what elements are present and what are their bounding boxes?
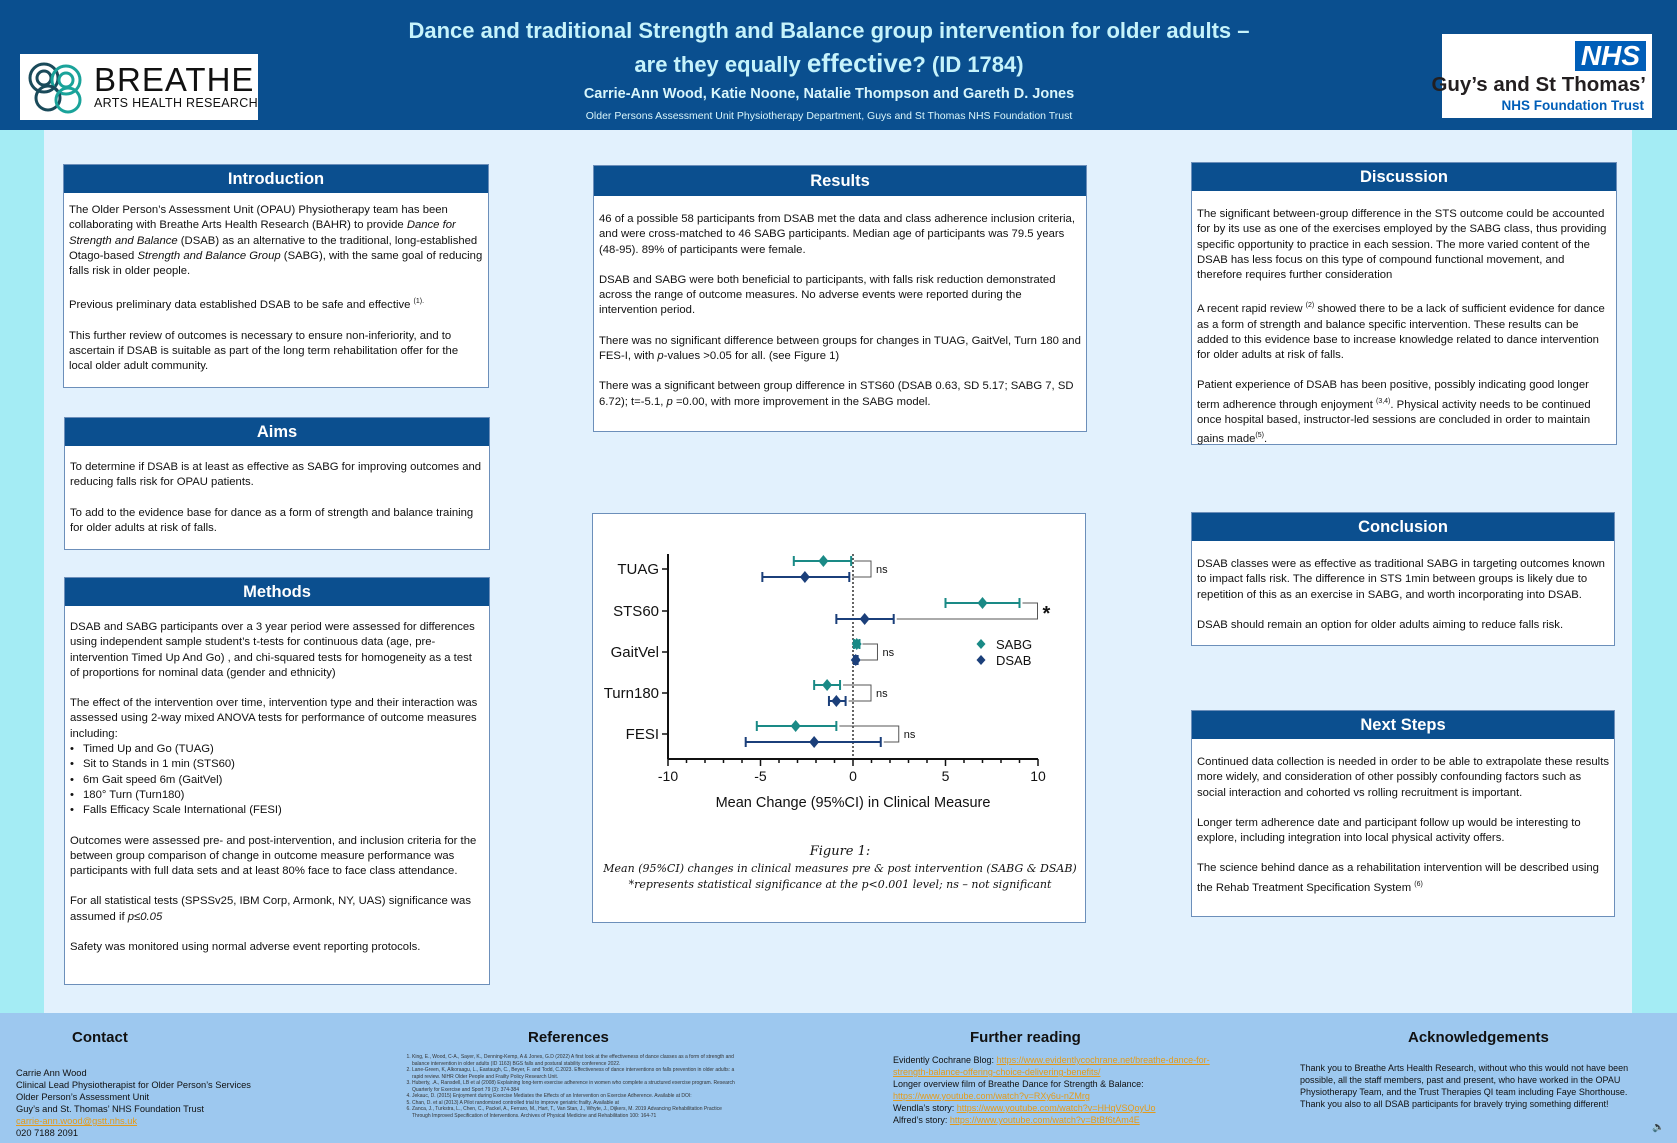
- significance-label: ns: [903, 729, 916, 741]
- overview-film-link[interactable]: https://www.youtube.com/watch?v=RXy6u-nZMrg: [893, 1091, 1090, 1101]
- conclusion-paragraph: DSAB should remain an option for older adults aiming to reduce falls risk.: [1197, 618, 1564, 631]
- significance-label: ns: [876, 688, 888, 700]
- results-text: =0.00, with more improvement in the SABG model.: [672, 395, 931, 408]
- results-paragraph: 46 of a possible 58 participants from DSAB met the data and class adherence inclusion criteria, and were cross-matched to 46 SABG participants. Median age of participants was 79.5 years (48-95). 89% of participants were female.: [599, 213, 1075, 256]
- poster-title: [300, 14, 1358, 81]
- methods-paragraph: DSAB and SABG participants over a 3 year period were assessed for differences using independent sample student’s t-tests for continuous data (age, pre-intervention Timed Up And Go) , and chi-squared tests for homogeneity as a test of proportions for nominal data (gender and ethnicity): [70, 621, 475, 679]
- list-item: • Falls Efficacy Scale International (FESI): [70, 803, 484, 818]
- title-line-2: [300, 47, 1358, 81]
- brain-icon: [20, 54, 94, 120]
- results-em: p: [666, 395, 673, 408]
- alfred-story-link[interactable]: https://www.youtube.com/watch?v=BtBf6tAm4E: [949, 1115, 1140, 1125]
- contact-line: Carrie Ann Wood: [16, 1068, 87, 1078]
- nhs-trust-name: Guy’s and St Thomas’: [1431, 73, 1646, 96]
- significance-label: *: [1042, 603, 1051, 625]
- contact-line: Clinical Lead Physiotherapist for Older Person’s Services: [16, 1080, 251, 1090]
- y-tick-label: STS60: [613, 603, 659, 620]
- results-text: There was no significant difference between groups for changes in TUAG, GaitVel, Turn 180 and FES-I, with: [599, 334, 1081, 363]
- results-paragraph: [599, 334, 1081, 365]
- link-label: Alfred’s story:: [893, 1115, 950, 1125]
- aims-paragraph: To add to the evidence base for dance as a form of strength and balance training for older adults at risk of falls.: [70, 506, 474, 534]
- introduction-paragraph: [69, 294, 483, 313]
- methods-em: p≤0.05: [127, 910, 163, 923]
- significance-label: ns: [876, 564, 888, 576]
- intro-text: (SABG), with the same goal of reducing falls risk in older people.: [69, 249, 483, 278]
- mean-point: [818, 555, 828, 567]
- contact-heading: Contact: [72, 1029, 128, 1046]
- title-line-1: Dance and traditional Strength and Balance group intervention for older adults –: [408, 18, 1250, 43]
- title-line-2-start: are they equally: [634, 52, 807, 77]
- list-item: • 6m Gait speed 6m (GaitVel): [70, 773, 484, 788]
- mean-point: [791, 720, 801, 732]
- results-panel: [593, 165, 1087, 432]
- further-reading-item: [893, 1114, 1223, 1126]
- breathe-logo-title: BREATHE: [94, 61, 255, 98]
- cochrane-blog-link[interactable]: https://www.evidentlycochrane.net/breathe-dance-for-strength-balance-offering-choice-delivering-benefits/: [893, 1055, 1210, 1077]
- reference-item: 6. Zanca, J., Turkstra, L., Chen, C., Packel, A., Ferraro, M., Hart, T., Van Stan, J., Whyte, J., Dijkers, M. 2019 Advancing Rehabilitation Practice Through Improved Specification of Interventions. Archives of Physical Medicine and Rehabilitation 100: 164-71: [412, 1106, 740, 1119]
- legend-label: SABG: [996, 637, 1033, 652]
- introduction-paragraph: [69, 203, 483, 279]
- y-tick-label: GaitVel: [610, 644, 659, 661]
- significance-bracket: [897, 603, 1038, 619]
- discussion-body: [1192, 191, 1616, 447]
- further-reading-list: [893, 1054, 1223, 1126]
- reference-item: 5. Chan, D. et al (2013) A Pilot randomized controlled trial to improve geriatric frailty. Available at: [412, 1100, 740, 1107]
- reference-item: 4. Jekauc, D. (2015) Enjoyment during Exercise Mediates the Effects of an Intervention on Exercise Adherence. Available at DOI:: [412, 1093, 740, 1100]
- breathe-logo-subtitle: ARTS HEALTH RESEARCH: [94, 96, 258, 110]
- next-steps-paragraph: Continued data collection is needed in order to be able to extrapolate these results more widely, and consideration of other possibly confounding factors such as social interaction and cohorted vs rolling recruitment is important.: [1197, 756, 1609, 799]
- discussion-text: . Physical activity needs to be continued once hospital based, instructor-led sessions are concluded in order to maintain gains made: [1197, 398, 1591, 445]
- further-reading-item: [893, 1054, 1223, 1078]
- authors: Carrie-Ann Wood, Katie Noone, Natalie Thompson and Gareth D. Jones: [583, 86, 1075, 102]
- conclusion-body: [1192, 541, 1614, 633]
- link-label: Wendla’s story:: [893, 1103, 957, 1113]
- next-steps-body: [1192, 739, 1614, 896]
- title-line-2-end: ? (ID 1784): [912, 52, 1024, 77]
- citation: (1).: [413, 298, 425, 306]
- significance-bracket: [843, 685, 871, 701]
- contact-email-link[interactable]: carrie-ann.wood@gstt.nhs.uk: [16, 1116, 138, 1126]
- nhs-trust-type: NHS Foundation Trust: [1501, 98, 1644, 113]
- affiliation: Older Persons Assessment Unit Physiotherapy Department, Guys and St Thomas NHS Foundation Trust: [585, 110, 1073, 122]
- intro-text: The Older Person’s Assessment Unit (OPAU) Physiotherapy team has been collaborating with Breathe Arts Health Research (BAHR) to provide: [69, 204, 448, 232]
- discussion-text: Patient experience of DSAB has been positive, possibly indicating good longer term adherence through enjoyment: [1197, 379, 1589, 411]
- conclusion-paragraph: DSAB classes were as effective as traditional SABG in targeting outcomes known to impact falls risk. The difference in STS 1min between groups is likely due to repetition of this as an exercise in SABG, and worth incorporating into DSAB.: [1197, 558, 1605, 601]
- outcome-measures-list: [70, 742, 484, 818]
- results-text: -values >0.05 for all. (see Figure 1): [663, 350, 840, 363]
- figure-caption-line-2: *represents statistical significance at the p<0.001 level; ns – not significant: [628, 878, 1052, 891]
- methods-paragraph: The effect of the intervention over time, intervention type and their interaction was assessed using 2-way mixed ANOVA tests for performance of outcome measures including:: [70, 697, 478, 740]
- y-tick-label: Turn180: [603, 685, 659, 702]
- y-tick-label: FESI: [625, 726, 659, 743]
- legend-label: DSAB: [996, 653, 1032, 668]
- reference-item: 3. Huberty, .A., Ransdell, LB et al (2008) Explaining long-term exercise adherence in women who complete a structured exercise program. Research Quarterly for Exercise and Sport 79 (3): 374-384: [412, 1080, 740, 1093]
- x-tick-label: 5: [941, 768, 950, 784]
- conclusion-panel: [1191, 512, 1615, 646]
- next-steps-text: The science behind dance as a rehabilitation intervention will be described using the Rehab Treatment Specification System: [1197, 862, 1599, 894]
- mean-point: [978, 597, 988, 609]
- citation: (6): [1414, 880, 1423, 888]
- reference-item: 1. King, E., Wood, C-A., Sayer, K., Denning-Kemp, A & Jones, G.D (2022) A first look at the effectiveness of dance classes as a form of strength and balance intervention in older adults (ID 1163) BGS falls and postural stability conference 2022.: [412, 1054, 740, 1067]
- list-item: • Timed Up and Go (TUAG): [70, 742, 484, 757]
- acknowledgements-heading: Acknowledgements: [1408, 1029, 1549, 1046]
- mean-point: [851, 654, 861, 666]
- significance-bracket: [861, 644, 878, 660]
- further-reading-item: [893, 1102, 1223, 1114]
- x-axis-label: Mean Change (95%CI) in Clinical Measure: [715, 795, 991, 811]
- conclusion-heading: Conclusion: [1192, 513, 1614, 541]
- nhs-badge: NHS: [1575, 41, 1646, 71]
- figure-panel: [592, 513, 1086, 923]
- citation: (3,4): [1375, 397, 1391, 405]
- citation: (5): [1255, 432, 1264, 440]
- introduction-paragraph: This further review of outcomes is necessary to ensure non-inferiority, and to ascertain if DSAB is suitable as part of the long term rehabilitation offer for the local older adult community.: [69, 329, 459, 373]
- references-heading: References: [528, 1029, 609, 1046]
- methods-heading: Methods: [65, 578, 489, 606]
- significance-label: ns: [882, 647, 895, 659]
- introduction-body: [64, 193, 488, 374]
- methods-paragraph: Safety was monitored using normal adverse event reporting protocols.: [70, 941, 421, 954]
- significance-bracket: [852, 561, 871, 577]
- forest-plot: [593, 514, 1087, 814]
- legend-marker: [977, 639, 986, 649]
- contact-phone: 020 7188 2091: [16, 1128, 79, 1138]
- further-reading-item: Longer overview film of Breathe Dance for Strength & Balance:: [893, 1079, 1144, 1089]
- discussion-paragraph: The significant between-group difference in the STS outcome could be accounted for by its use as one of the exercises employed by the SABG class, thus providing specific opportunity to practice in each session. The more varied content of the DSAB has less focus on this type of compound functional movement, and therefore requires further consideration: [1197, 208, 1607, 282]
- discussion-text: showed there to be a lack of sufficient evidence for dance as a form of strength and balance specific intervention. These results can be added to this evidence base to increase knowledge related to dance intervention for older adults at risk of falls.: [1197, 303, 1605, 362]
- results-text: There was a significant between group difference in STS60 (DSAB 0.63, SD 5.17; SABG 7, SD 6.72); t=-5.1,: [599, 380, 1074, 408]
- aims-paragraph: To determine if DSAB is at least as effective as SABG for improving outcomes and reducing falls risk for OPAU patients.: [70, 461, 482, 489]
- wendla-story-link[interactable]: https://www.youtube.com/watch?v=HHqVSQoyUo: [956, 1103, 1156, 1113]
- breathe-logo: [20, 54, 258, 120]
- figure-caption-title: Figure 1:: [809, 844, 871, 859]
- x-tick-label: 0: [849, 768, 857, 784]
- poster-header: [0, 0, 1677, 130]
- significance-bracket: [839, 726, 898, 742]
- contact-line: Guy’s and St. Thomas’ NHS Foundation Trust: [16, 1104, 204, 1114]
- methods-body: [65, 606, 489, 955]
- mean-point: [800, 571, 810, 583]
- y-tick-label: TUAG: [617, 561, 659, 578]
- link-label: Evidently Cochrane Blog:: [893, 1055, 997, 1065]
- intro-text: Previous preliminary data established DSAB to be safe and effective: [69, 299, 414, 312]
- discussion-panel: [1191, 162, 1617, 445]
- contact-line: Older Person’s Assessment Unit: [16, 1092, 150, 1102]
- intro-text: (DSAB) as an alternative to the traditional, long-established Otago-based: [69, 234, 478, 262]
- list-item: • Sit to Stands in 1 min (STS60): [70, 757, 484, 772]
- discussion-paragraph: [1197, 378, 1611, 447]
- x-tick-label: 10: [1030, 768, 1046, 784]
- introduction-heading: Introduction: [64, 165, 488, 193]
- next-steps-paragraph: Longer term adherence date and participant follow up would be interesting to explore, including integration into local physical activity offers.: [1197, 816, 1581, 845]
- intro-em: Strength and Balance Group: [137, 249, 281, 262]
- next-steps-panel: [1191, 710, 1615, 917]
- speaker-icon[interactable]: 🔈: [1652, 1122, 1665, 1133]
- methods-paragraph: Outcomes were assessed pre- and post-intervention, and inclusion criteria for the between group comparison of change in outcome measure performance was participants with full data sets and at least 80% face to face class attendance.: [70, 834, 477, 878]
- contact-details: [16, 1067, 316, 1139]
- next-steps-paragraph: [1197, 861, 1609, 895]
- mean-point: [822, 679, 832, 691]
- further-reading-heading: Further reading: [970, 1029, 1081, 1046]
- introduction-panel: [63, 164, 489, 388]
- list-item: • 180° Turn (Turn180): [70, 788, 484, 803]
- discussion-text: A recent rapid review: [1197, 303, 1306, 316]
- x-tick-label: -10: [657, 768, 679, 784]
- citation: (2): [1305, 302, 1315, 310]
- results-em: p: [657, 350, 664, 363]
- acknowledgements-text: Thank you to Breathe Arts Health Research, without who this would not have been possible, all the staff members, past and present, who have worked in the OPAU Physiotherapy Team, and the Trust Therapies QI team including Faye Shorthouse. Thank you also to all DSAB participants for bravely trying something different!: [1300, 1063, 1629, 1109]
- title-emphasis: effective: [806, 48, 913, 78]
- figure-caption-line-1: Mean (95%CI) changes in clinical measures pre & post intervention (SABG & DSAB): [603, 862, 1077, 875]
- discussion-heading: Discussion: [1192, 163, 1616, 191]
- methods-text: For all statistical tests (SPSSv25, IBM Corp, Armonk, NY, UAS) significance was assumed if: [70, 895, 471, 923]
- results-body: [594, 196, 1086, 410]
- discussion-paragraph: [1197, 298, 1611, 363]
- mean-point: [809, 736, 819, 748]
- aims-panel: [64, 417, 490, 550]
- x-tick-label: -5: [754, 768, 767, 784]
- reference-item: 2. Lane-Green, K, Alkoraagu, L., Eastaugh, C., Beyer, F. and Todd, C.2023. Effectiveness of dance interventions on falls prevention in older adults: a rapid review. NIHR Older People and Frailty Policy Research Unit.: [412, 1067, 740, 1080]
- references-list: [400, 1054, 740, 1119]
- nhs-logo: [1431, 34, 1652, 118]
- intro-em: Dance for Strength and Balance: [69, 219, 456, 247]
- discussion-text: .: [1263, 432, 1268, 445]
- legend-marker: [977, 655, 986, 665]
- mean-point: [831, 695, 841, 707]
- next-steps-heading: Next Steps: [1192, 711, 1614, 739]
- aims-heading: Aims: [65, 418, 489, 446]
- methods-paragraph: [70, 894, 484, 925]
- mean-point: [860, 613, 870, 625]
- methods-panel: [64, 577, 490, 985]
- aims-body: [65, 446, 489, 536]
- results-paragraph: [599, 379, 1081, 410]
- results-heading: Results: [594, 166, 1086, 196]
- results-paragraph: DSAB and SABG were both beneficial to participants, with falls risk reduction demonstrated across the range of outcome measures. No adverse events were reported during the intervention period.: [599, 273, 1056, 317]
